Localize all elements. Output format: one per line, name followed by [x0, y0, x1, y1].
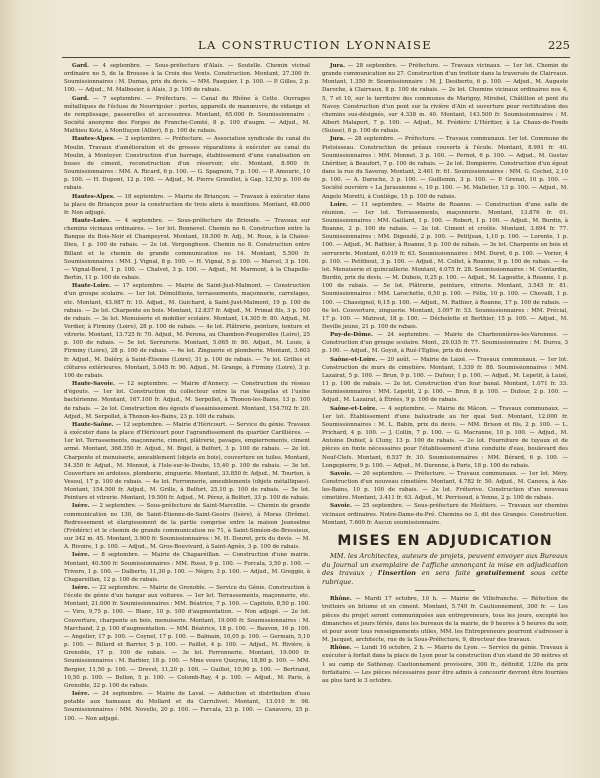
entry-place: Gard. — [72, 95, 89, 102]
entry-place: Saône-et-Loire. — [330, 356, 378, 363]
entry-text: — 28 septembre. — Préfecture. — Travaux vicinaux. — 1er lot. Chemin de grande communication no 27. Construction d'un trottoir dans la traversée de Clairvaux. Montant, 1.350 fr. Soumissionnaire : M. J. Desiberto, 6 p. 100. — Adjud., M. Auguste Daroche, à Clairvaux, 8 p. 100 de rabais. — 2e lot. Chemins vicinaux ordinaires nos 4, 5, 7 et 10, sur le territoire des communes de Marigny, Mirebel, Châtillon et pont du Navoy. Construction d'un pont sur la rivière d'Ain et ouverture pour rectification des chemins sus-désignés, sur 4.338 m. 40. Montant, 143.500 fr. Soumissionnaires : M. Albert Malapert, 7 p. 100. — Adjud., M. Frédéric L'Héritier, à La Chaux-de-Fonds (Suisse), 8 p. 100 de rabais. — [322, 63, 568, 135]
tender-entry — [64, 193, 310, 217]
notice-separator — [415, 590, 475, 591]
entry-text: — 4 septembre. — Mairie de Mâcon. — Travaux communaux. — 1er lot. Établissement d'une balustrade au fer quai Sud. Montant, 12.000 fr. Soumissionnaires : M. L. Babin, prix du devis. — MM. Brison et fils, 2 p. 100. — L. Prichard, 4 p. 100. — J. Collin, 7 p. 100. — G. Macranne, 10 p. 100. — Adjud., M. Antoine Dubief, à Cluny, 13 p. 100 de rabais. — 2e lot. Fourniture de tuyaux et de pièces en fonte nécessaires pour l'établissement d'une conduite d'eau, boulevard des Neuf-Clefs. Montant, 6.537 fr. 30. Soumissionnaires : MM. Bérard, 6 p. 100. — Longepierre, 9 p. 100. — Adjud., M. Durenne, à Paris, 18 p. 100 de rabais. — [322, 405, 568, 469]
entry-text: — 12 septembre. — Mairie d'Héricourt. — Service du génie. Travaux à exécuter dans la place d'Héricourt pour l'agrandissement du quartier Carillières. — 1er lot. Terrassements, maçonnerie, ciment, plâtrerie, pavages, empierrements, ciment armé. Montant, 368.350 fr. Adjud., M. Bigel, à Belfort, 3 p. 100 de rabais. — 2e lot. Charpente et menuiserie, ameublement (objets en bois), couverture en tuiles. Montant, 54.350 fr. Adjud., M. Monnot, à l'Isle-sur-le-Doubs, 15,40 p. 100 de rabais. — 3e lot. Couverture en ardoises, plomberie, zinguerie. Montant, 33.850 fr. Adjud., M. Tourton, à Vesoul, 17 p. 100 de rabais. — 4e lot. Ferronnerie, ameublements (objets métalliques). Montant, 154.500 fr. Adjud., M. Grille, à Belfort, 25,10 p. 100 de rabais. — 5e lot. Peinture et vitrerie. Montant, 19.500 fr. Adjud., M. Pérez, à Belfort, 33 p. 100 de rabais. — [64, 421, 310, 502]
entry-text: — 4 septembre. — Sous-préfecture de Brioude. — Travaux sur chemins vicinaux ordinaires. — 1er lot. Bonnevel. Chemin no 6. Construction entre la Banque du Bois-Noir et Champeyrot. Montant, 18.500 fr. Adj., M. Roux, à la Chaise-Dieu, 1 p. 100 de rabais. — 2e lot. Vergongheon. Chemin no 8. Construction entre Billant et le chemin de grande communication no 14. Montant, 5.500 fr. Soumissionnaires : MM. J. Vignal, 8 p. 100. — H. Vignal, 5 p. 100. — Marcel, 3 p. 100. — Vignal-Borel, 1 p. 100. — Chalvet, 3 p. 100. — Adjud., M. Marmont, à la Chapelle-Bertin, 11 p. 100 de rabais. — [64, 217, 310, 282]
right-column — [322, 62, 568, 752]
tender-entry — [322, 470, 568, 503]
entry-place: Jura. — [330, 63, 345, 69]
entry-place: Haute-Loire. — [72, 283, 112, 290]
tender-entry — [64, 62, 310, 95]
tender-entry — [64, 584, 310, 690]
entry-text: — 11 septembre. — Mairie de Roanne. — Construction d'une salle de réunion. — 1er lot. Terrassements, maçonnerie. Montant, 13.876 fr. 01. Soumissionnaires : MM. Gaillard, 1 p. 100. — Robert, 1 p. 100. — Adjud., M. Burdin, à Roanne, 2 p. 100 de rabais. — 2e lot. Ciment et croûte. Montant, 3.694 fr. 77. Soumissionnaires : MM. Digoudé, 2 p. 100. — Petitjean, 1,10 p. 100. — Lorente, 1 p. 100. — Adjud., M. Rathier, à Roanne, 5 p. 100 de rabais. — 3e lot. Charpente en bois et serrurerie. Montant, 6.019 fr. 63. Soumissionnaires : MM. Duret, 6 p. 100. — Vorier, 4 p. 100. — Petitbout, 3 p. 100. — Adjud., M. Collet, à Roanne, 9 p. 100 de rabais. — 4e lot. Menuiserie et quincaillerie. Montant, 4.075 fr. 28. Soumissionnaires : M. Contardin, Burdin, prix du devis. — M. Dubois, 0,25 p. 100. — Adjud., M. Lagoutte, à Roanne, 1 p. 100 de rabais. — 5e lot. Plâtrerie, peinture, vitrerie. Montant, 3.545 fr. 81. Soumissionnaires : MM. Larochette, 0,50 p. 100. — Félix, 10 p. 100. — Chevalli, 1 p. 100. — Chassignol, 6,15 p. 100. — Adjud., M. Rathier, à Roanne, 17 p. 100 de rabais. — 6e lot. Couverture, zinguerie. Montant, 3.097 fr. 53. Soumissionnaires : MM. Précial, 17 p. 100. — Matrout, 18 p. 100. — Déchelette et Berthier, 15 p. 100. — Adjud., M. Deville jeune, 21 p. 100 de rabais. — [322, 201, 568, 330]
entry-text: — 2 septembre. — Sous-préfecture de Saint-Marcellin. — Chemin de grande communication no 130, de Saint-Étienne-de-Saint-Geoirs (Isère), à Moras (Drôme). Redressement et élargissement de la partie comprise entre la maison Jeanselme (Frédéric) et le chemin de grande communication no 71, à Saint-Siméon-de-Bressieux, sur 342 m. 45. Montant, 3.900 fr. Soumissionnaires : M. H. Douret, prix du devis. — M. A. Rivoire, 1 p. 100. — Adjud., M. Gros-Bouvivard, à Saint-Agnès, 3 p. 100 de rabais. — [64, 503, 310, 551]
tender-entry — [64, 282, 310, 380]
entry-place: Rhône. — [330, 645, 352, 652]
entry-text: — 20 septembre. — Préfecture. — Travaux communaux. — 1er lot. Méry. Construction d'un nouveau cimetière. Montant, 4.782 fr. 50. Adjud., M. Canova, à Aix-les-Bains, 10 p. 100 de rabais. — 2e lot. Fréterive. Construction d'un nouveau cimetière. Montant, 3.411 fr. 63. Adjud., M. Perrisoud, à Yenne, 2 p. 100 de rabais. — [322, 470, 568, 502]
entry-place: Hautes-Alpes. — [72, 136, 115, 143]
page-header — [60, 38, 570, 54]
tender-entry — [64, 135, 310, 192]
entry-place: Puy-de-Dôme. — [330, 332, 373, 339]
left-column — [64, 62, 310, 752]
tender-entry — [64, 95, 310, 136]
tender-entry — [64, 380, 310, 421]
entry-place: Isère. — [72, 585, 90, 591]
tender-entry — [322, 502, 568, 526]
entry-place: Gard. — [72, 63, 89, 69]
notice-entries — [322, 595, 568, 685]
entry-place: Hautes-Alpes. — [72, 193, 115, 200]
entry-text: — 7 septembre. — Préfecture. — Canal du Rhône à Cette. Ouvrages métalliques de l'écluse de Nourriguier : portes, appareils de manœuvre, de vidange et de remplissage, passerelles et accessoires. Montant, 65.000 fr. Soumissionnaire : Société anonyme des Forges de Franche-Comté, 8 p. 100 d'augm. — Adjud., M. Mathieu Kotz, à Montluçon (Allier), 8 p. 100 de rabais. — [64, 95, 310, 135]
notice-intro-bold: gratuitement — [475, 569, 525, 578]
entry-text: — 25 septembre. — Sous-préfecture de Moûtiers. — Travaux sur chemins vicinaux ordinaires. Notre-Dame-du-Pré. Chemins no 3, dit des Granges. Construction. Montant, 7.600 fr. Aucun soumissionnaire. — [322, 503, 568, 526]
entry-place: Savoie. — [330, 503, 352, 510]
notice-intro-part: sous cette rubrique. — [322, 569, 568, 586]
entry-place: Rhône. — [330, 596, 352, 603]
entry-text: — Mardi 17 octobre, 10 h. — Mairie de Villefranche. — Réfection de trottoirs en bitume et en ciment. Montant, 5.740 fr. Cautionnement, 300 fr. — Les pièces du projet seront communiquées aux entrepreneurs, tous les jours, excepté les dimanches et jours fériés, dans les bureaux de la mairie, de 9 heures à 5 heures du soir, et pour avoir tous renseignements utiles, MM. les Entrepreneurs pourront s'adresser à M. Jacquet, architecte, rue de la Sous-Préfecture, 9, directeur des travaux. — [322, 596, 568, 644]
tender-entry — [64, 217, 310, 282]
page-number: 225 — [548, 38, 570, 52]
tender-entry — [322, 356, 568, 405]
header-rule — [62, 57, 570, 58]
running-title: LA CONSTRUCTION LYONNAISE — [197, 38, 433, 52]
entry-place: Isère. — [72, 691, 90, 698]
tender-entry — [322, 62, 568, 135]
tender-entry — [322, 405, 568, 470]
entry-text: — 12 septembre. — Mairie d'Annecy. — Construction du réseau d'égouts. — 1er lot. Construction du collecteur entre la rue Vaugelas et l'usine bactérienne. Montant, 167.100 fr. Adjud., M. Serpollet, à Thonon-les-Bains, 13 p. 100 de rabais. — 2e lot. Construction des égouts d'assainissement. Montant, 154.702 fr. 20. Adjud., M. Serpollet, à Thonon-les-Bains, 23 p. 100 de rabais. — [64, 381, 310, 420]
entry-text: — 28 septembre. — Préfecture. — Travaux communaux. 1er lot. Commune de Pistoisseau. Construction de préaux couverts à l'école. Montant, 8.991 fr. 40. Soumissionnaires : MM. Monnet, 3 p. 100. — Pernot, 6 p. 100. — Adjud., M. Gustav Lhéritier, à Beaufort, 7 p. 100 de rabais. — 2e lot. Dompierre. Construction d'un égout dans la rue du Saveray. Montant, 2.461 fr. 61. Soumissionnaires : MM. G. Cochet, 2,10 p. 100. — A. Daroche, 3 p. 100. — Guillemin, 3 p. 100. — P. Grenat, 10 p. 100. — Société ouvrière « La Jurassienne », 10 p. 100. — M. Malletier, 13 p. 100. — Adjud., M. Angelo Moretti, à Conliège, 15 p. 100 de rabais. — [322, 136, 568, 200]
entry-text: — 4 septembre. — Sous-préfecture d'Alais. — Soutelle. Chemin vicinal ordinaire no 5, de la Brousse à la Croix des Vents. Construction. Montant, 27.300 fr. Soumissionnaires : M. Dumas, prix du devis. — MM. Pasquier, 1 p. 100. — P. Gilles, 2 p. 100. — Adjud., M. Malbosier, à Alais, 3 p. 100 de rabais. — [64, 63, 310, 94]
tender-entry — [322, 135, 568, 200]
entry-text: — 20 août. — Mairie de Laizé. — Travaux communaux. — 1er lot. Construction de murs de cimetière. Montant, 1.339 fr. 88. Soumissionnaires : MM. Lazairat, 5 p. 100. — Brun, 9 p. 100. — Dufour, 1 p. 100. — Adjud., M. Lepetit, à Laizé, 11 p. 100 de rabais. — 2e lot. Construction d'un four banal. Montant, 1.071 fr. 33. Soumissionnaires : MM. Lepetit, 2 p. 100. — Brun, 8 p. 100. — Dufour, 2 p. 100. — Adjud., M. Lazairat, à Étrées, 9 p. 100 de rabais. — [322, 356, 568, 404]
entry-place: Haute-Loire. — [72, 217, 112, 224]
right-column-entries — [322, 62, 568, 527]
entry-text: — 18 septembre. — Mairie de Briançon. — Travaux à exécuter dans la place de Briançon pour la construction de trois abris à munitions. Montant, 48.000 fr. Non adjugé. — [64, 193, 310, 216]
entry-text: — 2 septembre. — Préfecture. — Association syndicale du canal du Moulin. Travaux d'amélioration et de grosses réparations à exécuter au canal du Moulin, à Monteyer. Construction d'un barrage, établissement d'une canalisation en buses de ciment, reconstruction d'un réservoir, etc. Montant, 8.900 fr. Soumissionnaires : MM. A. Ricard, 6 p. 100. — G. Spagnoni, 7 p. 100. — P. Amouric, 10 p. 100. — H. Dupont, 12 p. 100. — Adjud., M. Pierre Grimillet, à Gap, 12,50 p. 100 de rabais. — [64, 136, 310, 192]
notice-intro-bold: l'insertion — [377, 569, 416, 578]
entry-text: — 17 septembre. — Mairie de Saint-Just-Malmont. — Construction d'un groupe scolaire. — 1er lot. Démolitions, terrassements, maçonnerie, carrelages, etc. Montant, 43.987 fr. 10. Adjud., M. Guichard, à Saint-Just-Malmont, 19 p. 100 de rabais. — 2e lot. Charpente en bois. Montant, 12.837 fr. Adjud., M. Primat fils, 3 p. 100 de rabais. — 3e lot. Menuiserie et mobilier scolaire. Montant, 14.305 fr. 80. Adjud., M. Verdier, à Firminy (Loire), 28 p. 100 de rabais. — 4e lot. Plâtrerie, peinture, tenture et vitrerie. Montant, 13.725 fr. 70. Adjud., M. Perona, au Chambon-Feugerolles (Loire), 25 p. 100 de rabais. — 5e lot. Serrurerie. Montant, 5.065 fr. 80. Adjud., M. Louis, à Firminy (Loire), 28 p. 100 de rabais. — 6e lot. Zinguerie et plomberie. Montant, 3.603 fr. Adjud., M. Daléry, à Saint-Étienne (Loire), 31 p. 100 de rabais. — 7e lot. Grilles et clôtures extérieures. Montant, 3.045 fr. 90. Adjud., M. Grange, à Firminy (Loire), 3 p. 100 de rabais. — [64, 283, 310, 379]
entry-place: Jura. — [330, 136, 345, 143]
entry-place: Haute-Savoie. — [72, 381, 115, 388]
entry-place: Isère. — [72, 552, 90, 559]
tender-entry — [322, 644, 568, 685]
notice-intro-part: en sera faite — [415, 569, 476, 578]
entry-place: Loire. — [330, 201, 348, 208]
entry-place: Haute-Saône. — [72, 421, 114, 428]
tender-entry — [64, 421, 310, 503]
entry-place: Saône-et-Loire. — [330, 405, 378, 412]
tender-entry — [64, 551, 310, 584]
tender-entry — [64, 690, 310, 723]
entry-text: — Lundi 16 octobre, 2 h. — Mairie de Lyon. — Service du génie. Travaux à exécuter à forfait dans la place de Lyon pour la construction d'un stand de 30 mètres et 1 au camp de Sathonay. Cautionnement provisoire, 300 fr., définitif, 1/20e du prix forfaitaire. — Les pièces nécessaires pour être admis à concourir devront être fournies au plus tard le 3 octobre. — [322, 645, 568, 684]
entry-text: — 8 septembre. — Mairie de Chaparéillan. — Construction d'une mairie. Montant, 40.500 fr. Soumissionnaires : MM. Rossi, 9 p. 100. — Forcala, 3,50 p. 100. — Trivero, 1 p. 100. — Dalberto, 11,30 p. 100. — Nègro, 3 p. 100. — Adjud., M. Greggio, à Chapareillan, 12 p. 100 de rabais. — [64, 552, 310, 583]
notice-heading: MISES EN ADJUDICATION — [337, 532, 553, 549]
tender-entry — [322, 331, 568, 355]
entry-text: — 24 septembre. — Mairie de Charbonnières-les-Varennes. — Construction d'un groupe scolaire. Mont., 29.035 fr. 77. Soumissionnaire : M. Durou, 3 p. 100. — Adjud., M. Goyot, à Rué-l'Église, prix du devis. — [322, 332, 568, 355]
tender-entry — [322, 201, 568, 332]
entry-text: — 22 septembre. — Mairie de Grenoble. — Service du Génie. Construction à l'école de génie d'un hangar aux voitures. — 1er lot. Terrassements, maçonnerie, etc. Montant, 21.000 fr. Soumissionnaires : MM. Béatrice, 7 p. 100. — Capitolo, 8,50 p. 100. — Viro, 9,75 p. 100. — Blanc, 10 p. 100 d'augmentation. — Non adjugé. — 2e lot. Couverture, charpente en bois, menuiserie. Montant, 19.000 fr. Soumissionnaires : M. Marchand, 2 p. 100 d'augmentation. — MM. Béatrice, 18 p. 100. — Bauvon, 16 p. 100. — Angelier, 17 p. 100. — Coynel, 17 p. 100. — Balmain, 10,05 p. 100. — Germain, 5,10 p. 100. — Billard et Barrier, 5 p. 100. — Paillet, 4 p. 100. — Adjud., M. Rivière, à Grenoble, 17 p. 100 de rabais. — 3e lot. Ferronnerie. Montant, 19.000 fr. Soumissionnaires : M. Barbier, 18 p. 100. — Mme veuve Queyras, 18,80 p. 100. — MM. Bergier, 11,50 p. 100. — Drevet, 11,20 p. 100. — Guillot, 10,90 p. 100. — Bertrand, 10,50 p. 100. — Bellon, 5 p. 100. — Colomb-Ray, 4 p. 100. — Adjud., M. Paris, à Grenoble, 22 p. 100 de rabais. — [64, 585, 310, 689]
tender-entry — [64, 502, 310, 551]
entry-place: Isère. — [72, 503, 90, 510]
notice-intro — [322, 552, 568, 586]
tender-entry — [322, 595, 568, 644]
entry-text: — 24 septembre. — Mairie de Laval. — Adduction et distribution d'eau potable aux hameaux du Mollard et du Carrulivet. Montant, 13.010 fr. 98. Soumissionnaires : MM. Novello, 20 p. 100. — Forcala, 23 p. 100. — Canavero, 25 p. 100. — Non adjugé. — [64, 691, 310, 722]
notice-intro-part: MM. les Architectes, auteurs de projets, peuvent envoyer aux Bureaux du Journal un exemplaire de l'affiche annonçant la mise en adjudication des travaux ; — [322, 551, 568, 578]
entry-place: Savoie. — [330, 470, 352, 477]
